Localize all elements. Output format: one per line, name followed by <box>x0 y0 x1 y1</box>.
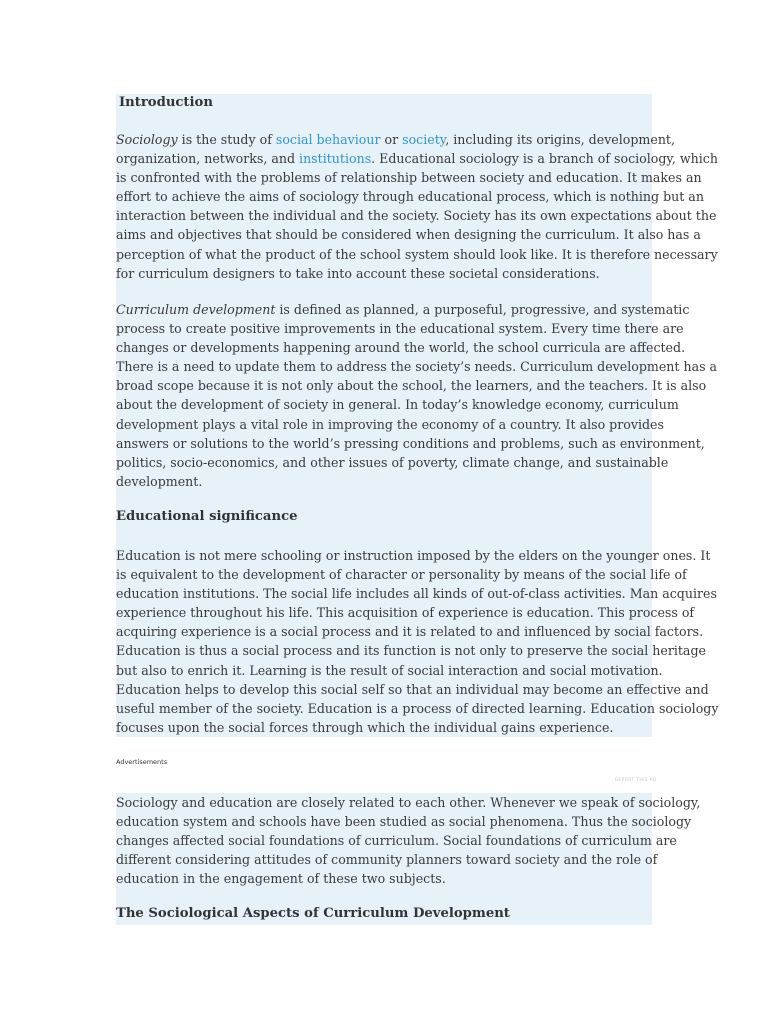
paragraph-line: interaction between the individual and the society. Society has its own expectations about the <box>116 208 717 224</box>
paragraph-line: is confronted with the problems of relationship between society and education. It makes an <box>116 170 702 186</box>
paragraph-educational-significance <box>116 546 719 737</box>
paragraph-line: Education is thus a social process and its function is not only to preserve the social heritage <box>116 643 706 659</box>
paragraph-line: different considering attitudes of community planners toward society and the role of <box>116 852 658 868</box>
paragraph-line: broad scope because it is not only about the school, the learners, and the teachers. It is also <box>116 378 707 394</box>
paragraph-line: answers or solutions to the world’s pressing conditions and problems, such as environment, <box>116 435 705 451</box>
text-run: is the study of <box>177 132 276 147</box>
paragraph-line: There is a need to update them to address the society’s needs. Curriculum development has a <box>116 359 718 375</box>
paragraph-line: for curriculum designers to take into account these societal considerations. <box>116 265 600 281</box>
paragraph-line <box>116 149 718 168</box>
paragraph-line: education system and schools have been studied as social phenomena. Thus the sociology <box>116 814 692 830</box>
paragraph-line: Education is not mere schooling or instruction imposed by the elders on the younger ones. It <box>116 548 711 563</box>
link-social-behaviour[interactable]: social behaviour <box>275 132 381 147</box>
text-run: is defined as planned, a purposeful, progressive, and systematic <box>275 302 690 317</box>
link-institutions[interactable]: institutions <box>299 151 372 167</box>
paragraph-line: useful member of the society. Education is a process of directed learning. Education sociology <box>116 700 719 716</box>
paragraph-line: focuses upon the social forces through which the individual gains experience. <box>116 719 614 735</box>
paragraph-line: effort to achieve the aims of sociology through educational process, which is nothing but an <box>116 189 704 205</box>
text-run: , including its origins, development, <box>445 132 675 147</box>
paragraph-line: is equivalent to the development of character or personality by means of the social life of <box>116 567 687 583</box>
paragraph-line: acquiring experience is a social process and it is related to and influenced by social factors. <box>116 624 704 640</box>
content-block-secondary <box>116 793 701 925</box>
paragraph-line <box>116 130 675 149</box>
paragraph-line: aims and objectives that should be considered when designing the curriculum. It also has a <box>116 227 701 243</box>
paragraph-sociology-education <box>116 793 701 888</box>
paragraph-curriculum-development <box>116 300 718 491</box>
paragraph-line: development. <box>116 473 203 489</box>
paragraph-line: politics, socio-economics, and other issues of poverty, climate change, and sustainable <box>116 454 669 470</box>
paragraph-line: education institutions. The social life includes all kinds of out-of-class activities. Man acquires <box>116 586 717 602</box>
paragraph-line <box>116 300 690 319</box>
term-curriculum-development: Curriculum development <box>116 302 276 317</box>
paragraph-line: Education helps to develop this social self so that an individual may become an effective and <box>116 681 709 697</box>
section-heading-sociological-aspects: The Sociological Aspects of Curriculum Development <box>116 906 510 921</box>
link-society[interactable]: society <box>402 132 446 147</box>
paragraph-line: changes affected social foundations of curriculum. Social foundations of curriculum are <box>116 833 677 849</box>
paragraph-line: changes or developments happening around the world, the school curricula are affected. <box>116 340 686 356</box>
paragraph-line: perception of what the product of the school system should look like. It is therefore necessary <box>116 246 718 262</box>
paragraph-line: Sociology and education are closely related to each other. Whenever we speak of sociology, <box>116 795 701 810</box>
advertisements-label: Advertisements <box>116 758 168 766</box>
content-block-main <box>116 94 719 737</box>
paragraph-line: about the development of society in general. In today’s knowledge economy, curriculum <box>116 397 679 413</box>
paragraph-sociology-intro <box>116 130 718 283</box>
paragraph-line: experience throughout his life. This acquisition of experience is education. This process of <box>116 605 695 621</box>
text-run: organization, networks, and <box>116 151 300 167</box>
text-run: . Educational sociology is a branch of sociology, which <box>371 151 718 167</box>
paragraph-line: education in the engagement of these two subjects. <box>116 871 446 887</box>
text-run: or <box>380 132 403 147</box>
paragraph-line: process to create positive improvements in the educational system. Every time there are <box>116 321 684 337</box>
section-heading-introduction: Introduction <box>119 95 213 110</box>
paragraph-line: development plays a vital role in improving the economy of a country. It also provides <box>116 416 664 432</box>
section-heading-educational-significance: Educational significance <box>116 509 298 524</box>
term-sociology: Sociology <box>116 132 178 147</box>
paragraph-line: but also to enrich it. Learning is the result of social interaction and social motivation. <box>116 662 663 678</box>
report-ad-link[interactable]: REPORT THIS AD <box>615 778 657 783</box>
